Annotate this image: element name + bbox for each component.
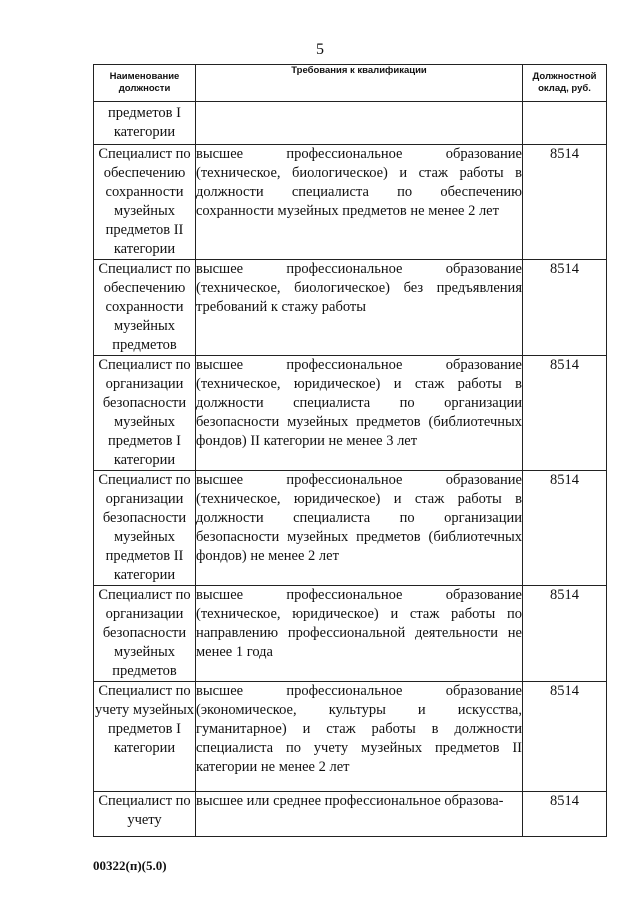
position-name: предметов I категории [94, 102, 196, 145]
position-name: Специалист по организации безопасности музейных предметов [94, 586, 196, 682]
page-number: 5 [316, 41, 324, 58]
qualification-table [93, 64, 607, 837]
position-name: Специалист по обеспечению сохранности музейных предметов [94, 260, 196, 356]
header-name: Наименование должности [94, 65, 196, 102]
position-salary: 8514 [523, 682, 607, 792]
position-salary: 8514 [523, 586, 607, 682]
position-salary [523, 102, 607, 145]
position-requirements: высшее профессиональное образование (экономическое, культуры и искусства, гуманитарное) и стаж работы в должности специалиста по учету музейных предметов II категории не менее 2 лет [196, 682, 523, 792]
header-requirements: Требования к квалификации [196, 65, 523, 102]
position-requirements: высшее профессиональное образование (техническое, биологическое) без предъявления требований к стажу работы [196, 260, 523, 356]
position-salary: 8514 [523, 356, 607, 471]
position-requirements: высшее профессиональное образование (техническое, юридическое) и стаж работы в должности специалиста по организации безопасности музейных предметов (библиотечных фондов) не менее 2 лет [196, 471, 523, 586]
position-name: Специалист по учету [94, 792, 196, 837]
position-salary: 8514 [523, 792, 607, 837]
position-requirements: высшее профессиональное образование (техническое, юридическое) и стаж работы в должности специалиста по организации безопасности музейных предметов (библиотечных фондов) II категории не менее 3 лет [196, 356, 523, 471]
table-header-row [94, 65, 607, 102]
position-name: Специалист по организации безопасности музейных предметов I категории [94, 356, 196, 471]
table-row [94, 792, 607, 837]
table-row [94, 102, 607, 145]
position-requirements: высшее профессиональное образование (техническое, биологическое) и стаж работы в должности специалиста по обеспечению сохранности музейных предметов не менее 2 лет [196, 145, 523, 260]
table-row [94, 586, 607, 682]
position-name: Специалист по организации безопасности музейных предметов II категории [94, 471, 196, 586]
position-requirements: высшее профессиональное образование (техническое, юридическое) и стаж работы по направлению профессиональной деятельности не менее 1 года [196, 586, 523, 682]
document-code: 00322(п)(5.0) [93, 858, 167, 873]
table-row [94, 260, 607, 356]
table-row [94, 356, 607, 471]
header-salary: Должностной оклад, руб. [523, 65, 607, 102]
table-row [94, 471, 607, 586]
position-salary: 8514 [523, 471, 607, 586]
position-salary: 8514 [523, 260, 607, 356]
position-name: Специалист по учету музейных предметов I категории [94, 682, 196, 792]
table-row [94, 682, 607, 792]
position-name: Специалист по обеспечению сохранности музейных предметов II категории [94, 145, 196, 260]
position-salary: 8514 [523, 145, 607, 260]
position-requirements [196, 102, 523, 145]
table-row [94, 145, 607, 260]
position-requirements: высшее или среднее профессиональное образова- [196, 792, 523, 837]
